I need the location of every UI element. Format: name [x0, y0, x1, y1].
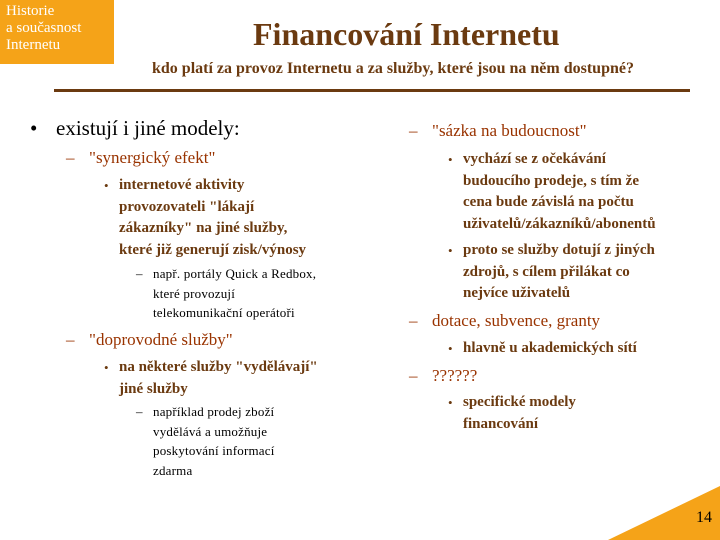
- slide-subtitle: kdo platí za provoz Internetu a za služby, které jsou na něm dostupné?: [152, 60, 634, 77]
- bullet-dot-icon: •: [448, 341, 453, 356]
- bullet-dot-icon: •: [448, 243, 453, 258]
- text-line: telekomunikační operátoři: [153, 305, 295, 320]
- bullet-dot-icon: •: [104, 360, 109, 375]
- dash-icon: –: [66, 330, 75, 349]
- grants-description: [463, 338, 637, 360]
- text-line: které již generují zisk/výnosy: [119, 241, 307, 258]
- text-line: které provozují: [153, 285, 236, 301]
- text-line: poskytování informací: [153, 443, 275, 458]
- bet-description: [463, 149, 656, 235]
- text-line: financování: [463, 415, 539, 432]
- text-line: zdrojů, s cílem přilákat co: [463, 263, 630, 280]
- accompany-description: [119, 357, 318, 400]
- text-line: například prodej zboží: [153, 404, 275, 419]
- bullet-dot-icon: •: [448, 152, 453, 167]
- course-label-line: a současnost: [6, 20, 82, 36]
- bet-heading: "sázka na budoucnost": [432, 121, 587, 140]
- text-line: uživatelů/zákazníků/abonentů: [463, 215, 656, 232]
- grants-heading: dotace, subvence, granty: [432, 311, 601, 330]
- dash-icon: –: [66, 148, 75, 167]
- text-line: hlavně u akademických sítí: [463, 340, 637, 356]
- dash-icon: –: [409, 311, 418, 330]
- text-line: např. portály Quick a Redbox,: [153, 266, 317, 281]
- text-line: zdarma: [153, 462, 193, 478]
- text-line: na některé služby "vydělávají": [119, 359, 318, 375]
- slide-title: Financování Internetu: [253, 16, 560, 52]
- dash-icon: –: [409, 366, 418, 385]
- bullet-dot-icon: •: [104, 178, 109, 193]
- text-line: internetové aktivity: [119, 177, 245, 193]
- course-label-line: Internetu: [6, 37, 61, 53]
- text-line: specifické modely: [463, 394, 576, 410]
- dash-icon: –: [409, 121, 418, 140]
- text-line: provozovateli "lákají: [119, 198, 255, 215]
- title-divider: [54, 89, 690, 92]
- bullet-dot-icon: •: [30, 116, 38, 140]
- text-line: jiné služby: [119, 380, 188, 397]
- bet-subsidy: [463, 240, 655, 305]
- course-label: [6, 3, 81, 54]
- text-line: zákazníky" na jiné služby,: [119, 220, 288, 236]
- main-bullet: existují i jiné modely:: [56, 116, 240, 140]
- synergy-description: [119, 175, 306, 261]
- text-line: vydělává a umožňuje: [153, 423, 268, 439]
- unknown-description: [463, 392, 576, 435]
- text-line: proto se služby dotují z jiných: [463, 242, 655, 258]
- synergy-example: [153, 264, 316, 323]
- accompany-example: [153, 402, 275, 480]
- bullet-dot-icon: •: [448, 395, 453, 410]
- synergy-heading: "synergický efekt": [89, 148, 216, 167]
- text-line: vychází se z očekávání: [463, 151, 606, 167]
- dash-icon: –: [136, 404, 143, 419]
- page-number: 14: [696, 509, 712, 526]
- unknown-heading: ??????: [432, 366, 478, 385]
- dash-icon: –: [136, 266, 143, 281]
- course-label-line: Historie: [6, 3, 55, 19]
- text-line: nejvíce uživatelů: [463, 285, 571, 301]
- text-line: cena bude závislá na počtu: [463, 194, 634, 210]
- text-line: budoucího prodeje, s tím že: [463, 172, 639, 189]
- accompany-heading: "doprovodné služby": [89, 330, 233, 349]
